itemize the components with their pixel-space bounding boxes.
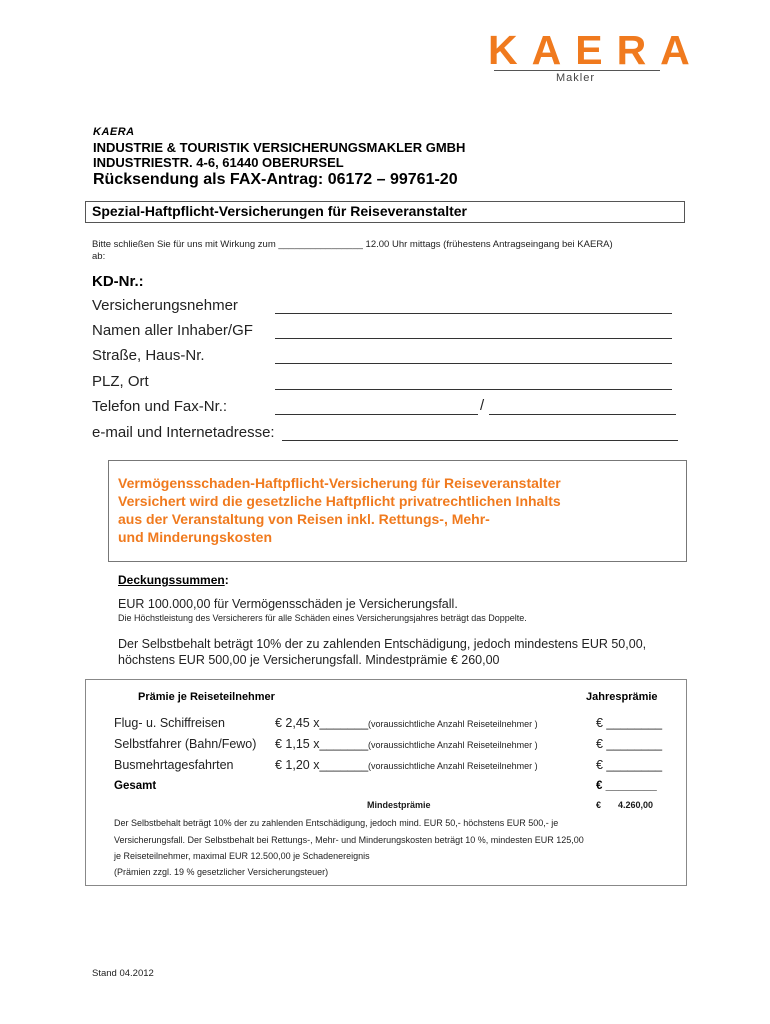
premium-note-line-4: (Prämien zzgl. 19 % gesetzlicher Versicherungsteuer) <box>114 867 329 877</box>
field-line-street[interactable] <box>275 363 672 364</box>
premium-header-annual: Jahresprämie <box>586 691 658 703</box>
premium-row-note: (voraussichtliche Anzahl Reiseteilnehmer ) <box>368 740 538 750</box>
minimum-premium-value: 4.260,00 <box>618 800 654 810</box>
premium-row-price[interactable]: € 1,15 x_______ <box>275 737 369 751</box>
premium-row-label: Busmehrtagesfahrten <box>114 758 234 772</box>
premium-row-price[interactable]: € 2,45 x_______ <box>275 716 369 730</box>
field-line-fax[interactable] <box>489 414 676 415</box>
company-address: INDUSTRIESTR. 4-6, 61440 OBERURSEL <box>93 155 344 170</box>
premium-note-line-3: je Reiseteilnehmer, maximal EUR 12.500,00 je Schadenereignis <box>114 851 370 861</box>
brand-mini-logo: KAERA <box>93 126 135 138</box>
premium-header-per-traveler: Prämie je Reiseteilnehmer <box>138 691 275 703</box>
coverage-heading-text: Deckungssummen <box>118 573 225 587</box>
field-line-city[interactable] <box>275 389 672 390</box>
document-date: Stand 04.2012 <box>92 968 154 979</box>
field-line-policyholder[interactable] <box>275 313 672 314</box>
field-label-owners: Namen aller Inhaber/GF <box>92 322 253 339</box>
kaera-logo: KAERA <box>488 27 704 73</box>
section-title: Spezial-Haftpflicht-Versicherungen für Reiseveranstalter <box>92 203 467 219</box>
premium-row-note: (voraussichtliche Anzahl Reiseteilnehmer ) <box>368 761 538 771</box>
premium-note-line-1: Der Selbstbehalt beträgt 10% der zu zahlenden Entschädigung, jedoch mind. EUR 50,- höchstens EUR 500,- je <box>114 818 559 828</box>
product-title: Vermögensschaden-Haftpflicht-Versicherung für Reiseveranstalter <box>118 475 561 491</box>
logo-subtitle: Makler <box>556 72 596 84</box>
customer-number-label: KD-Nr.: <box>92 273 144 290</box>
premium-total-label: Gesamt <box>114 780 157 792</box>
premium-row-amount[interactable]: € ________ <box>596 716 663 730</box>
field-line-phone[interactable] <box>275 414 478 415</box>
minimum-premium-label: Mindestprämie <box>367 800 431 810</box>
premium-note-line-2: Versicherungsfall. Der Selbstbehalt bei Rettungs-, Mehr- und Minderungskosten beträgt 10 %, mindesten EUR 125,00 <box>114 835 584 845</box>
premium-row-note: (voraussichtliche Anzahl Reiseteilnehmer ) <box>368 719 538 729</box>
field-label-phone-fax: Telefon und Fax-Nr.: <box>92 398 228 415</box>
phone-fax-separator: / <box>480 397 485 414</box>
field-label-city: PLZ, Ort <box>92 373 149 390</box>
company-name: INDUSTRIE & TOURISTIK VERSICHERUNGSMAKLER GMBH <box>93 140 466 155</box>
product-description-line-3: und Minderungskosten <box>118 529 272 545</box>
minimum-premium-currency: € <box>596 800 602 810</box>
field-line-email-web[interactable] <box>282 440 678 441</box>
field-label-email-web: e-mail und Internetadresse: <box>92 424 275 441</box>
coverage-heading-colon: : <box>224 573 229 587</box>
intro-text-line-1: Bitte schließen Sie für uns mit Wirkung zum ________________ 12.00 Uhr mittags (frühestens Antragseingang bei KAERA) <box>92 239 613 250</box>
intro-text-line-2: ab: <box>92 251 106 262</box>
premium-row-price[interactable]: € 1,20 x_______ <box>275 758 369 772</box>
fax-return-line: Rücksendung als FAX-Antrag: 06172 – 99761-20 <box>93 171 458 188</box>
field-line-owners[interactable] <box>275 338 672 339</box>
product-description-line-2: aus der Veranstaltung von Reisen inkl. Rettungs-, Mehr- <box>118 511 490 527</box>
premium-total-value[interactable]: € ________ <box>596 780 657 792</box>
premium-row-amount[interactable]: € ________ <box>596 737 663 751</box>
deductible-line-1: Der Selbstbehalt beträgt 10% der zu zahlenden Entschädigung, jedoch mindestens EUR 50,00, <box>118 637 647 651</box>
field-label-policyholder: Versicherungsnehmer <box>92 297 238 314</box>
deductible-line-2: höchstens EUR 500,00 je Versicherungsfall. Mindestprämie € 260,00 <box>118 653 500 667</box>
premium-row-label: Flug- u. Schiffreisen <box>114 716 225 730</box>
premium-row-label: Selbstfahrer (Bahn/Fewo) <box>114 737 257 751</box>
field-label-street: Straße, Haus-Nr. <box>92 347 205 364</box>
product-description-line-1: Versichert wird die gesetzliche Haftpflicht privatrechtlichen Inhalts <box>118 493 561 509</box>
premium-row-amount[interactable]: € ________ <box>596 758 663 772</box>
coverage-note: Die Höchstleistung des Versicherers für alle Schäden eines Versicherungsjahres beträgt das Doppelte. <box>118 613 527 623</box>
coverage-amount: EUR 100.000,00 für Vermögensschäden je Versicherungsfall. <box>118 597 458 611</box>
coverage-heading <box>118 573 229 587</box>
logo-divider <box>494 70 660 71</box>
